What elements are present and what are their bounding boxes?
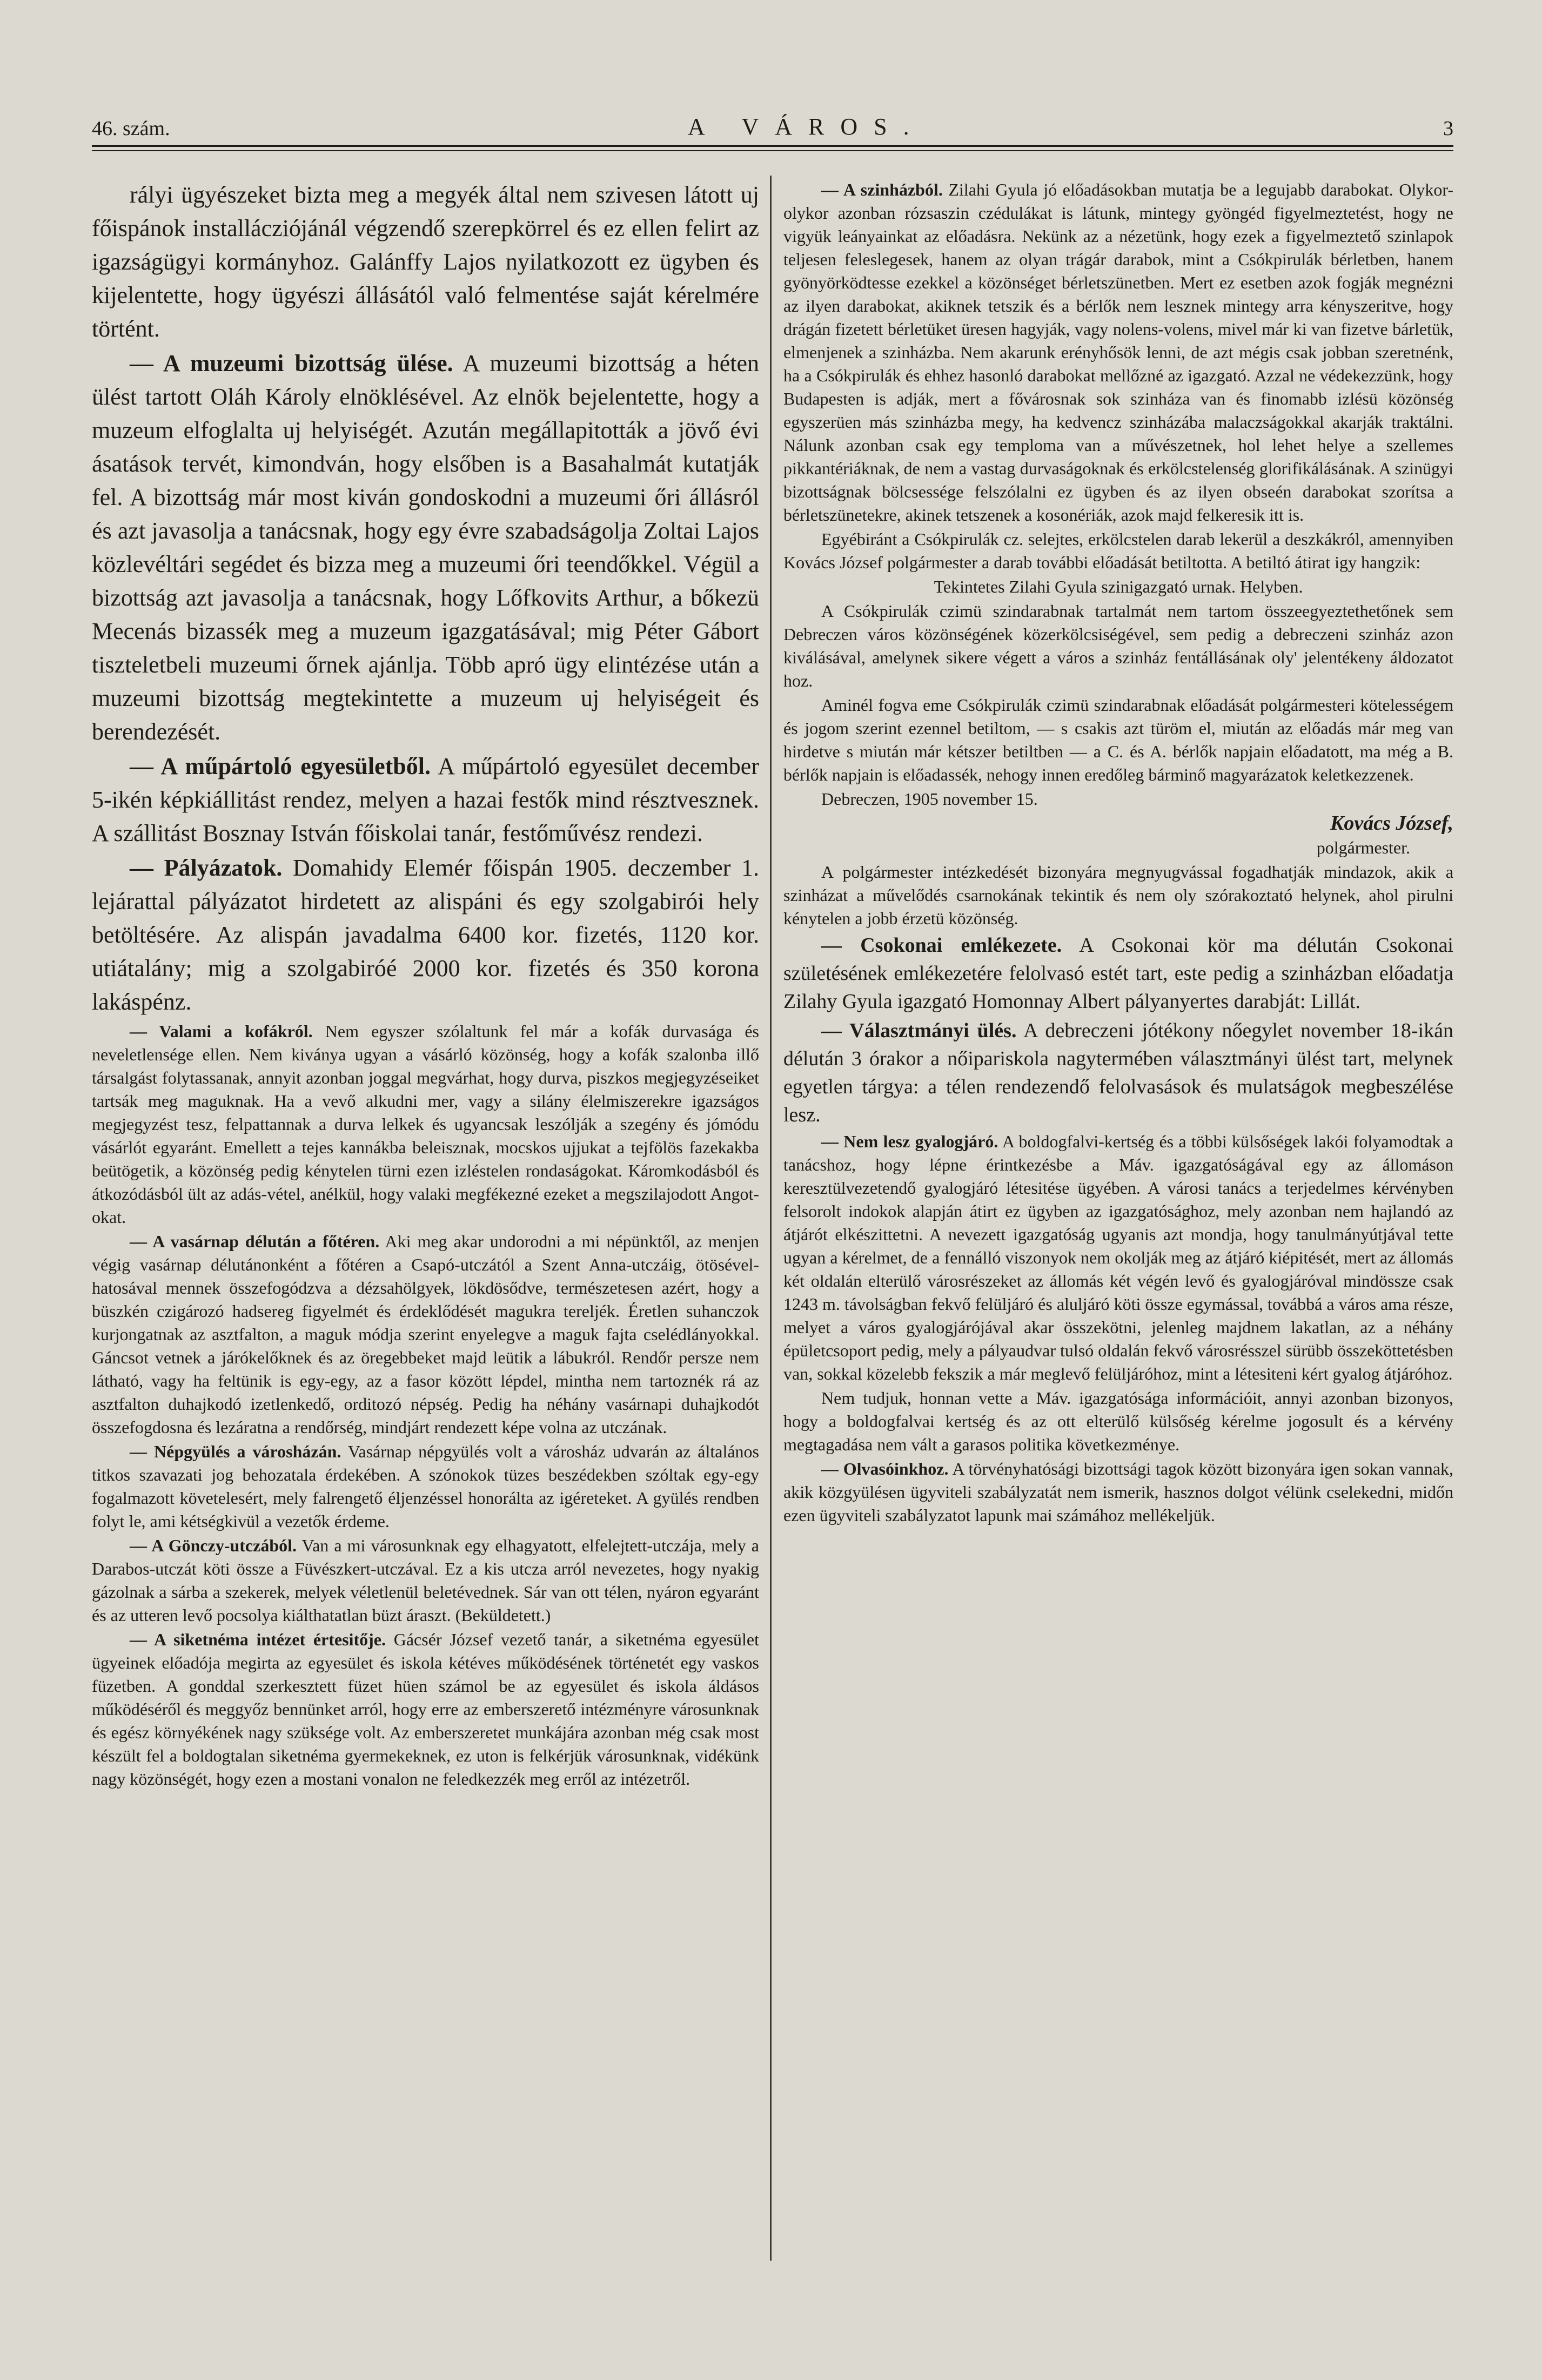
right-article — [783, 836, 1453, 859]
article-headline: — A muzeumi bizottság ülése. — [130, 350, 453, 377]
header-rule-thick — [92, 145, 1453, 147]
article-body: Domahidy Elemér főispán 1905. deczember 1. lejárattal pályázatot hirdetett az alispáni és egy szolgabirói hely betöltésére. Az alispán javadalma 6400 kor. fizetés, 1120 kor. utiátalány; mig a szolgabiróé 2000 kor. fizetés és 350 korona lakáspénz. — [92, 855, 759, 1015]
left-article — [92, 1020, 759, 1229]
article-body: rályi ügyészeket bizta meg a megyék által nem szivesen látott uj főispánok installácziójánál végzendő szerepkörrel és ez ellen felirt az igazságügyi kormányhoz. Galánffy Lajos nyilatkozott ez ügyben és kijelentette, hogy ügyészi állásától való felmentése saját kérelmére történt. — [92, 181, 759, 342]
article-body: Debreczen, 1905 november 15. — [821, 789, 1038, 809]
left-article — [92, 347, 759, 749]
right-article — [783, 1457, 1453, 1527]
article-body: Van a mi városunknak egy elhagyatott, elfelejtett-utczája, mely a Darabos-utczát köti össze a Füvészkert-utczával. Ez a kis utcza arról nevezetes, hogy nyakig gázolnak a sárba a szekerek, melyek véletlenül beletévednek. Sár van ott télen, nyáron egyaránt és az utteren levő pocsolya kiálthatatlan büzt áraszt. (Beküldetett.) — [92, 1536, 760, 1625]
right-article — [783, 600, 1453, 693]
article-headline: — A műpártoló egyesületből. — [130, 753, 431, 779]
article-body: Nem tudjuk, honnan vette a Máv. igazgatósága információit, annyi azonban bizonyos, hogy a boldogfalvai kertség és az ott elterülő külsőség kérelme jogosult és a kérvény megtagadása nem vált a garasos politika következménye. — [783, 1388, 1453, 1454]
column-divider — [770, 176, 772, 2261]
article-body: Tekintetes Zilahi Gyula szinigazgató urnak. Helyben. — [934, 577, 1303, 596]
article-body: A boldogfalvi-kertség és a többi külsőségek lakói folyamodtak a tanácshoz, hogy lépne érintkezésbe a Máv. igazgatóságával egy az állomáson keresztülvezetendő gyalogjáró létesitése ügyében. A városi tanács a terjedelmes kérvényben felsorolt indokok alapján átirt ez ügyben az igazgatósághoz, mely azonban nem hajlandó az átjárót elkészittetni. A nevezett igazgatóság ugyanis azt mondja, hogy tanulmányútjával tette ugyan a kérelmet, de a fennálló viszonyok nem okolják meg az átjáró kiépitését, mert az állomás két oldalán elterülő városrészeket az állomás két végén levő és gyalogjáróval mindössze csak 1243 m. távolságban fekvő felüljáró és aluljáró köti össze egymással, továbbá a város ama része, melyet a város gyalogjárójával akar összekötni, jelenleg majdnem lakatlan, az a néhány épületcsoport pedig, mely a pályaudvar tulsó oldalán fekvő városrésszel sürübb összeköttetésben van, sokkal közelebb fekszik a már meglevő felüljáróhoz, mint a létesiteni kért gyalog átjáróhoz. — [783, 1132, 1454, 1383]
right-article — [783, 528, 1453, 574]
article-headline: — Csokonai emlékezete. — [821, 934, 1062, 957]
masthead-title: A VÁROS. — [687, 113, 926, 140]
right-article — [783, 1130, 1453, 1386]
article-headline: — A szinházból. — [821, 180, 943, 199]
article-body: Aminél fogva eme Csókpirulák czimü szindarabnak előadását polgármesteri kötelességem és jogom szerint ezennel betiltom, — s csakis azt türöm el, miután az előadás már meg van hirdetve s miután már kétszer betiltben — a C. és A. bérlők napjain előadatott, ma még a B. bérlők napjain is előadassék, nehogy innen eredőleg bárminő magyarázatok keletkezzenek. — [783, 695, 1453, 784]
right-article — [783, 1387, 1453, 1456]
issue-number: 46. szám. — [92, 117, 170, 140]
right-article — [783, 575, 1453, 599]
article-body: A Csókpirulák czimü szindarabnak tartalmát nem tartom összeegyeztethetőnek sem Debreczen város közönségének közerkölcsiségével, sem pedig a debreczeni szinház azon kiválásával, amelynek sikere végett a város a szinház fentállásának oly' jelentékeny áldozatot hoz. — [783, 601, 1453, 690]
right-article — [783, 931, 1453, 1016]
right-article — [783, 178, 1453, 527]
right-article — [783, 788, 1453, 811]
left-article — [92, 1534, 759, 1627]
article-headline: — A siketnéma intézet értesitője. — [130, 1630, 386, 1649]
right-column — [783, 178, 1453, 1528]
article-body: Zilahi Gyula jó előadásokban mutatja be a legujabb darabokat. Olykor-olykor azonban rózsaszin czédulákat is látunk, mintegy gyöngéd figyelmeztetést, hogy ne vigyük leányainkat az előadásra. Nekünk az a nézetünk, hogy ezek a figyelmeztető szinlapok teljesen feleslegesek, hanem az olyan trágár darabok, mint a Csókpirulák bérletben, hanem gyönyörködtesse ezekkel a közönséget bérletszünetben. Mert ez esetben azok fogják megnézni az ilyen darabokat, akiknek tetszik és a bérlők nem lesznek mintegy arra kényszeritve, hogy drágán fizetett bérletüket üresen hagyják, vagy nolens-volens, mivel már ki van fizetve bárletük, elmenjenek a szinházba. Nem akarunk erényhősök lenni, de azt mégis csak jobban szeretnénk, ha a Csókpirulák és ehhez hasonló darabokat mellőzné az igazgató. Azzal ne védekezzünk, hogy Budapesten is adják, mert a fővárosnak sok szinháza van és finomabb izlésü közönség egyszerüen más szinházba megy, ha kedvencz szinházába malaczságokkal akarják traktálni. Nálunk azonban csak egy temploma van a művészetnek, hol lehet helye a szellemes pikkantériáknak, de nem a vastag durvaságoknak és erkölcstelenség glorifikálásának. A szinügyi bizottságnak bölcsessége felszólalni ez ügyben és az ilyen obseén darabokat szorítsa a bérletszünetekre, akinek tetszenek a kosonériák, azok majd felkeresik itt is. — [783, 180, 1454, 525]
article-body: Aki meg akar undorodni a mi népünktől, az menjen végig vasárnap délutánonként a főtéren a Csapó-utczától a Szent Anna-utczáig, ötösével-hatosával mennek összefogódzva a dézsahölgyek, lökdösődve, természetesen azért, hogy a büszkén czigározó hadsereg figyelmét és érdeklődését magukra tereljék. Éretlen suhanczok kurjongatnak az asztfalton, a maguk módja szerint enyelegve a maguk fajta cselédlányokkal. Gáncsot vetnek a járókelőknek és az öregebbeket majd leütik a lábukról. Rendőr persze nem látható, vagy ha feltünik is egy-egy, az a fasor között lépdel, mintha nem tartoznék rá az asztfalton duhajkodó izetlenkedő, orditozó népség. Pedig ha néhány vasárnapi duhajkodót összefogdosna és lezáratna a rendőrség, mindjárt rendezett képe volna az utczának. — [92, 1232, 760, 1437]
left-article — [92, 1628, 759, 1791]
article-headline: — Nem lesz gyalogjáró. — [821, 1132, 998, 1151]
article-headline: — Pályázatok. — [130, 855, 283, 881]
left-article — [92, 851, 759, 1019]
page-number: 3 — [1443, 117, 1453, 140]
article-body: Kovács József, — [1330, 812, 1453, 835]
article-headline: — A vasárnap délután a főtéren. — [130, 1232, 380, 1251]
article-headline: — Valami a kofákról. — [130, 1021, 313, 1041]
left-article — [92, 750, 759, 850]
article-body: Gácsér József vezető tanár, a siketnéma egyesület ügyeinek előadója megirta az egyesület és iskola kétéves működésének történetét egy vaskos füzetben. A gonddal szerkesztett füzet hüen számol be az egyesület és iskola áldásos működéséről és meggyőz bennünket arról, hogy erre az emberszerető intézményre városunknak és egész környékének nagy szüksége volt. Az emberszeretet munkájára azonban még csak most készült fel a boldogtalan siketnéma gyermekeknek, ez uton is felkérjük városunknak, vidékünk nagy közönségét, hogy ezen a mostani vonalon ne feledkezzék meg erről az intézetről. — [92, 1630, 760, 1789]
left-article — [92, 1440, 759, 1533]
article-body: Vasárnap népgyülés volt a városház udvarán az általános titkos szavazati jog behozatala érdekében. A szónokok tüzes beszédekben szóltak egy-egy fogalmazott követelesért, mely falrengető éljenzéssel honorálta az igéreteket. A gyülés rendben folyt le, ami kétségkivül a vezetők érdeme. — [92, 1442, 760, 1531]
article-body: A törvényhatósági bizottsági tagok között bizonyára igen sokan vannak, akik közgyülésen ügyviteli szabályzatát nem ismerik, hasznos dolgot vélünk cselekedni, midőn ezen ügyviteli szabályzatot lapunk mai számához mellékeljük. — [783, 1459, 1453, 1525]
header-rule-thin — [92, 150, 1453, 151]
article-body: A debreczeni jótékony nőegylet november 18-ikán délután 3 órakor a nőipariskola nagytermében választmányi ülést tart, melynek egyetlen tárgya: a télen rendezendő felolvasások és mulatságok megbeszélése lesz. — [783, 1019, 1453, 1126]
article-body: A muzeumi bizottság a héten ülést tartott Oláh Károly elnöklésével. Az elnök bejelentette, hogy a muzeum elfoglalta uj helyiségét. Azután megállapitották a jövő évi ásatások tervét, kimondván, hogy elsőben is a Basahalmát kutatják fel. A bizottság már most kiván gondoskodni a muzeumi őri állásról és azt javasolja a tanácsnak, hogy egy évre szabadságolja Zoltai Lajos közlevéltári segédet és bizza meg a muzeumi őri teendőkkel. Végül a bizottság azt javasolja a tanácsnak, hogy Lőfkovits Arthur, a bőkezü Mecenás bizassék meg a muzeum igazgatásával; mig Péter Gábort tiszteletbeli muzeumi őrnek ajánlja. Több apró ügy elintézése után a muzeumi bizottság megtekintette a muzeum uj helyiségeit és berendezését. — [92, 350, 759, 745]
left-article — [92, 178, 759, 346]
article-headline: — Olvasóinkhoz. — [821, 1459, 949, 1478]
right-article — [783, 812, 1453, 835]
article-body: A Csokonai kör ma délután Csokonai születésének emlékezetére felolvasó estét tart, este pedig a szinházban előadatja Zilahy Gyula igazgató Homonnay Albert pályanyertes darabját: Lillát. — [783, 934, 1453, 1013]
right-article — [783, 694, 1453, 786]
article-body: Nem egyszer szólaltunk fel már a kofák durvasága és neveletlensége ellen. Nem kiványa ugyan a vásárló közönség, hogy a kofák szalonba illő társalgást folytassanak, annyit azonban joggal megvárhat, hogy durva, piszkos megjegyzéseiket tartsák meg maguknak. Ha a vevő alkudni mer, vagy a silány élelmiszerekre igazságos megjegyzést tesz, felpattannak a durva lelkek és ugyancsak leszólják a szegény és jómódu vásárlót egyaránt. Emellett a tejes kannákba beleisznak, mocskos ujjukat a tejfölös fazekakba beütögetik, a közönség pedig kénytelen türni ezen izléstelen rondaságokat. Káromkodásból és átkozódásból ült az adás-vétel, anélkül, hogy valaki megfékezné ezeket a megszilajodott Angot-okat. — [92, 1021, 760, 1227]
article-headline: — Népgyülés a városházán. — [130, 1442, 341, 1461]
left-column — [92, 178, 759, 1792]
right-article — [783, 1017, 1453, 1129]
article-body: A polgármester intézkedését bizonyára megnyugvással fogadhatják mindazok, akik a szinházat a művelődés csarnokának tekintik és nem oly szórakoztató helynek, ahol pirulni kénytelen a jobb érzetü közönség. — [783, 862, 1453, 928]
right-article — [783, 860, 1453, 930]
article-headline: — Választmányi ülés. — [821, 1019, 1017, 1042]
page-header — [92, 108, 1453, 140]
article-body: A műpártoló egyesület december 5-ikén képkiállitást rendez, melyen a hazai festők mind résztvesznek. A szállitást Bosznay István főiskolai tanár, festőművész rendezi. — [92, 753, 759, 846]
article-headline: — A Gönczy-utczából. — [130, 1536, 297, 1555]
article-body: Egyébiránt a Csókpirulák cz. selejtes, erkölcstelen darab lekerül a deszkákról, amennyiben Kovács József polgármester a darab további előadását betiltotta. A betiltó átirat igy hangzik: — [783, 529, 1453, 572]
left-article — [92, 1230, 759, 1439]
article-body: polgármester. — [1316, 838, 1410, 857]
